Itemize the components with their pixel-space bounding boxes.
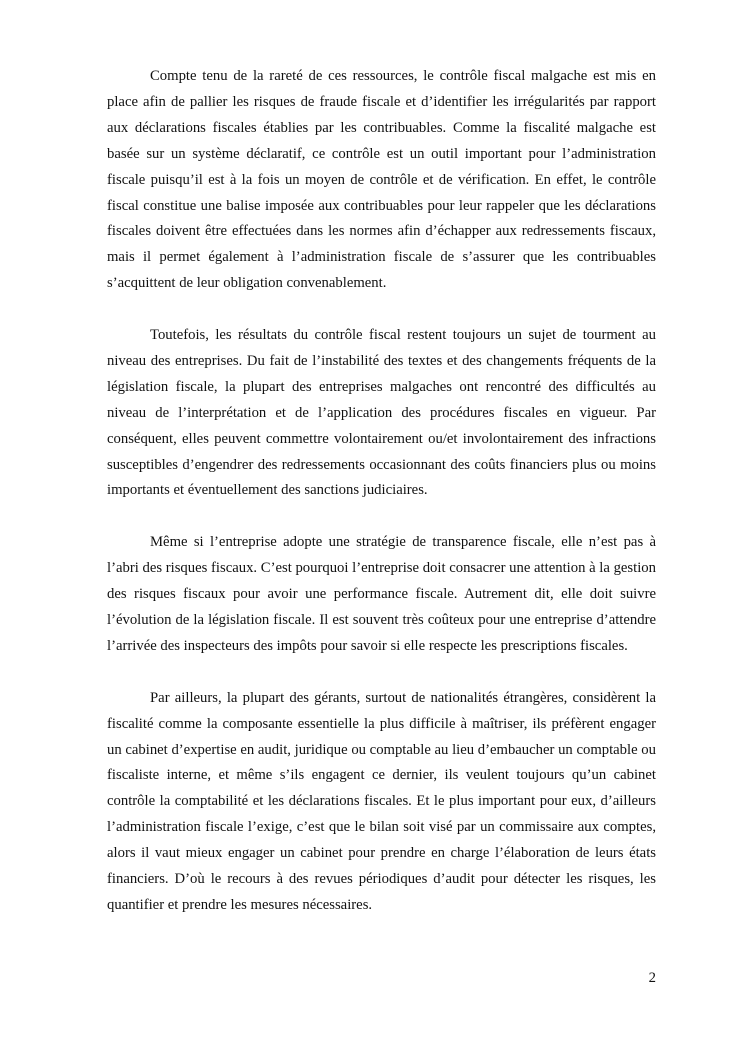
paragraph-3: Même si l’entreprise adopte une stratégie de transparence fiscale, elle n’est pas à l’abri des risques fiscaux. C’est pourquoi l’entreprise doit consacrer une attention à la gestion des risques fiscaux pour avoir une performance fiscale. Autrement dit, elle doit suivre l’évolution de la législation fiscale. Il est souvent très coûteux pour une entreprise d’attendre l’arrivée des inspecteurs des impôts pour savoir si elle respecte les prescriptions fiscales. — [107, 534, 656, 654]
page-number: 2 — [648, 970, 656, 986]
paragraph-1: Compte tenu de la rareté de ces ressources, le contrôle fiscal malgache est mis en place afin de pallier les risques de fraude fiscale et d’identifier les irrégularités par rapport aux déclarations fiscales établies par les contribuables. Comme la fiscalité malgache est basée sur un système déclaratif, ce contrôle est un outil important pour l’administration fiscale puisqu’il est à la fois un moyen de contrôle et de vérification. En effet, le contrôle fiscal constitue une balise imposée aux contribuables pour leur rappeler que les déclarations fiscales doivent être effectuées dans les normes afin d’échapper aux redressements fiscaux, mais il permet également à l’administration fiscale de s’assurer que les contribuables s’acquittent de leur obligation convenablement. — [107, 68, 656, 292]
paragraph-4: Par ailleurs, la plupart des gérants, surtout de nationalités étrangères, considèrent la fiscalité comme la composante essentielle la plus difficile à maîtriser, ils préfèrent engager un cabinet d’expertise en audit, juridique ou comptable au lieu d’embaucher un comptable ou fiscaliste interne, et même s’ils engagent ce dernier, ils veulent toujours qu’un cabinet contrôle la comptabilité et les déclarations fiscales. Et le plus important pour eux, d’ailleurs l’administration fiscale l’exige, c’est que le bilan soit visé par un commissaire aux comptes, alors il vaut mieux engager un cabinet pour prendre en charge l’élaboration de leurs états financiers. D’où le recours à des revues périodiques d’audit pour détecter les risques, les quantifier et prendre les mesures nécessaires. — [107, 689, 656, 913]
paragraph-2: Toutefois, les résultats du contrôle fiscal restent toujours un sujet de tourment au niveau des entreprises. Du fait de l’instabilité des textes et des changements fréquents de la législation fiscale, la plupart des entreprises malgaches ont rencontré des difficultés au niveau de l’interprétation et de l’application des procédures fiscales en vigueur. Par conséquent, elles peuvent commettre volontairement ou/et involontairement des infractions susceptibles d’engendrer des redressements occasionnant des coûts financiers plus ou moins importants et éventuellement des sanctions judiciaires. — [107, 327, 656, 499]
document-body — [107, 64, 656, 945]
